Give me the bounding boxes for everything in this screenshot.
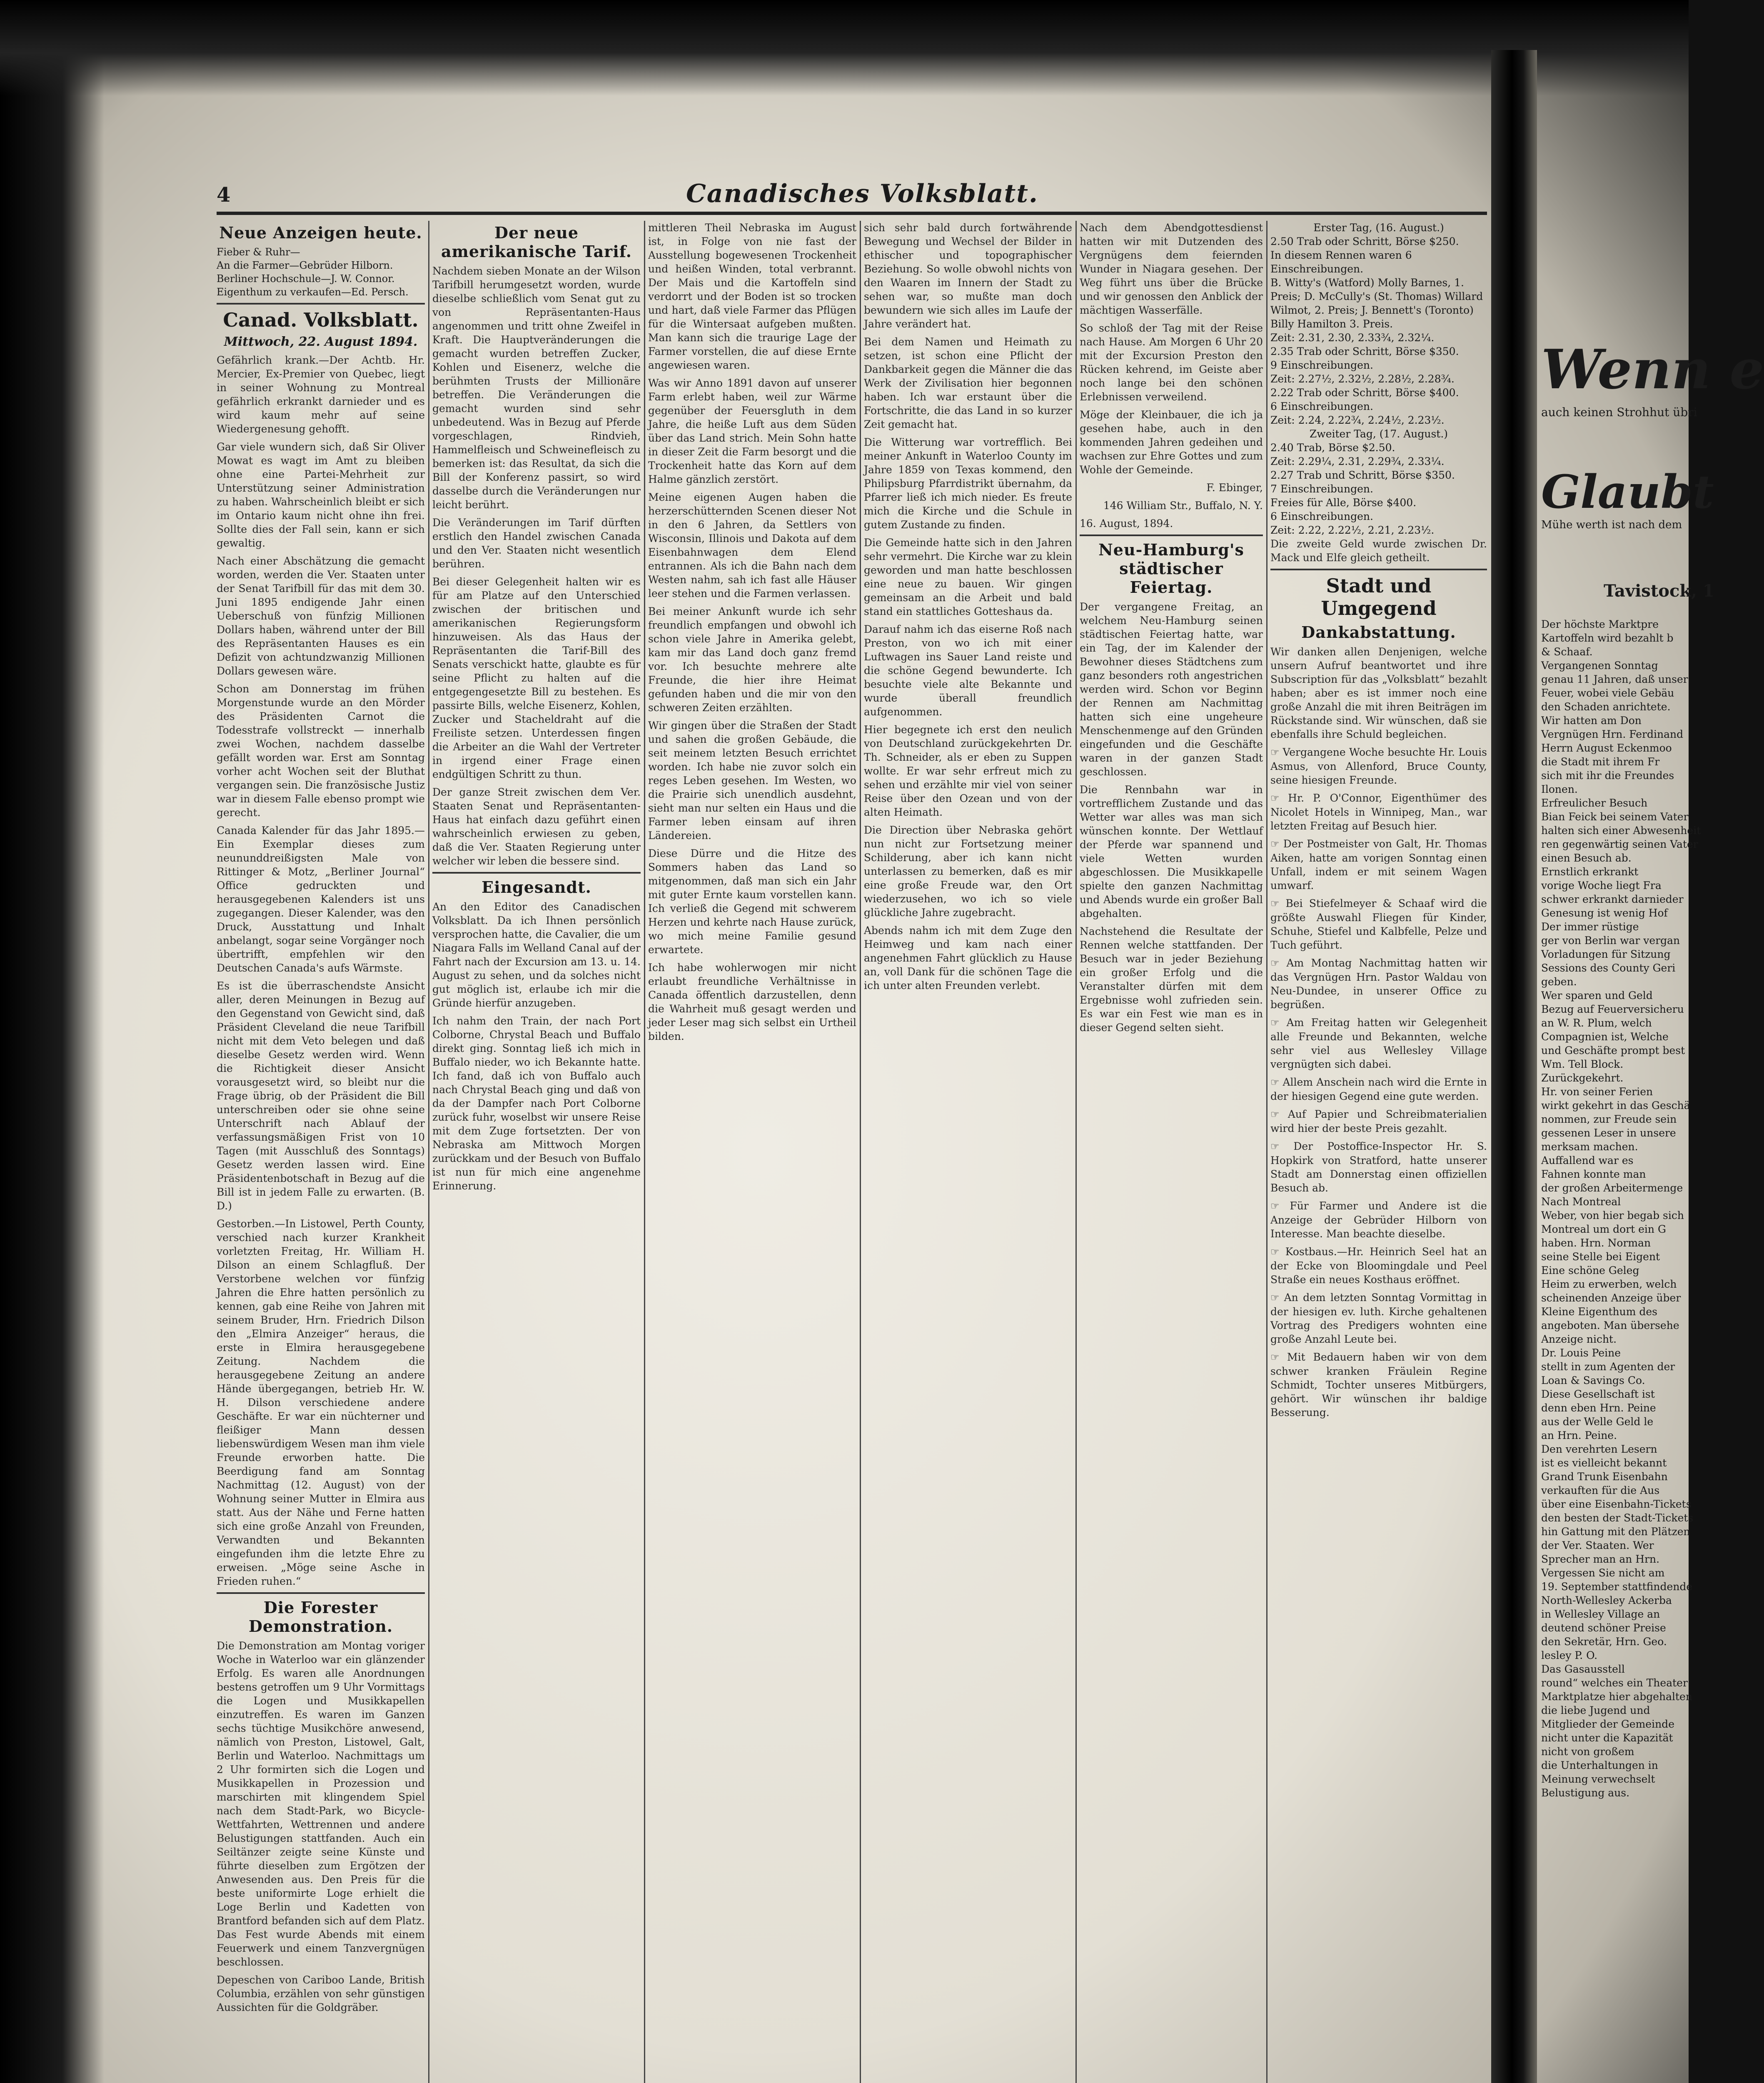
adjacent-text-line: Fahnen konnte man [1541,1168,1646,1180]
adjacent-text-line: round“ welches ein Theater [1541,1677,1688,1689]
column-6 [1270,221,1487,2083]
adjacent-text-line: Feuer, wobei viele Gebäu [1541,687,1674,699]
thanks-heading: Dankabstattung. [1301,623,1456,642]
adjacent-text-line: Grand Trunk Eisenbahn [1541,1471,1668,1483]
results-line: Zeit: 2.24, 2.22¾, 2.24½, 2.23½. [1270,414,1445,426]
adjacent-text-line: den Schaden anrichtete. [1541,701,1671,713]
adjacent-text-line: schwer erkrankt darnieder [1541,893,1684,905]
news-item-text: Am Montag Nachmittag hatten wir das Vergnügen Hrn. Pastor Waldau von Neu-Dundee, in unserer Office zu begrüßen. [1270,957,1487,1011]
article-paragraph: Ich habe wohlerwogen mir nicht erlaubt freundliche Verhältnisse in Canada öffentlich darzustellen, denn die Wahrheit muß gesagt werden und jeder Leser mag sich selbst ein Urtheil bilden. [648,962,856,1042]
article-paragraph: Nachstehend die Resultate der Rennen welche stattfanden. Der Besuch war in jeder Beziehung ein großer Erfolg und die Veranstalter dürfen mit dem Ergebnisse wohl zufrieden sein. Es war ein Fest wie man es in dieser Gegend selten sieht. [1080,925,1263,1034]
adjacent-text-line: Meinung verwechselt [1541,1773,1655,1785]
adjacent-text-line: Sessions des County Geri [1541,962,1676,974]
paper-title: Canad. Volksblatt. [223,309,419,331]
adjacent-text-line: die Stadt mit ihrem Fr [1541,756,1660,768]
adjacent-text-line: Ernstlich erkrankt [1541,866,1639,878]
article-paragraph: Die Demonstration am Montag voriger Woche in Waterloo war ein glänzender Erfolg. Es waren alle Anordnungen bestens getroffen um 9 Uhr Vormittags die Logen und Musikkapellen einzutreffen. Es waren im Ganzen sechs tüchtige Musikchöre anwesend, nämlich von Preston, Listowel, Galt, Berlin und Waterloo. Nachmittags um 2 Uhr formirten sich die Logen und Musikkapellen in Prozession und marschirten mit klingendem Spiel nach dem Stadt-Park, wo Bicycle-Wettfahrten, Wettrennen und andere Belustigungen stattfanden. Auch ein Seiltänzer zeigte seine Künste und führte dieselben zum Ergötzen der Anwesenden aus. Den Preis für die beste uniformirte Loge erhielt die Loge Berlin und Kadetten von Brantford befanden sich auf dem Platz. Das Fest wurde Abends mit einem Feuerwerk und einem Tanzvergnügen beschlossen. [217,1640,425,1968]
column-rule [860,221,861,2083]
news-item-text: Bei Stiefelmeyer & Schaaf wird die größte Auswahl Fliegen für Kinder, Schuhe, Stiefel und Kalbfelle, Pelze und Tuch geführt. [1270,897,1487,951]
article-paragraph: Gar viele wundern sich, daß Sir Oliver Mowat es wagt im Amt zu bleiben ohne eine Partei-Mehrheit zur Unterstützung seiner Administration zu haben. Wahrscheinlich bleibt er sich im Ontario kaum nicht ohne ihn frei. Sollte dies der Fall sein, kann er sich gewaltig. [217,441,425,549]
adjacent-ad-subtitle: auch keinen Strohhut übri [1541,405,1697,419]
adjacent-text-line: North-Wellesley Ackerba [1541,1594,1672,1606]
pointing-hand-icon: ☞ [1270,1076,1283,1088]
results-line: 7 Einschreibungen. [1270,483,1373,495]
adjacent-text-line: Vergessen Sie nicht am [1541,1567,1665,1579]
news-item [1270,837,1487,892]
news-item [1270,745,1487,787]
results-line: 2.50 Trab oder Schritt, Börse $250. [1270,235,1459,247]
article-paragraph: Wir gingen über die Straßen der Stadt und sahen die großen Gebäude, die seit meinem letzten Besuch errichtet worden. Ich habe nie zuvor solch ein reges Leben gesehen. Im Westen, wo die Prairie sich unendlich ausdehnt, sieht man nur selten ein Haus und die Farmer leben einsam auf ihren Ländereien. [648,719,856,842]
results-line: 6 Einschreibungen. [1270,510,1373,522]
pointing-hand-icon: ☞ [1270,792,1288,804]
ads-list [217,245,425,299]
article-paragraph: Gefährlich krank.—Der Achtb. Hr. Mercier, Ex-Premier von Quebec, liegt in seiner Wohnung zu Montreal gefährlich erkrankt darnieder und es wird kaum mehr auf seine Wiedergenesung gehofft. [217,354,425,435]
adjacent-text-line: wirkt gekehrt in das Geschä [1541,1099,1690,1111]
adjacent-text-line: verkauften für die Aus [1541,1484,1660,1496]
adjacent-text-line: ist es vielleicht bekannt [1541,1457,1667,1469]
dateline: Mittwoch, 22. August 1894. [224,335,418,349]
news-item [1270,1350,1487,1419]
adjacent-text-line: sich mit ihr die Freundes [1541,769,1674,782]
adjacent-text-line: Vergnügen Hrn. Ferdinand [1541,728,1684,740]
signature: F. Ebinger, [1206,482,1263,494]
ads-list-item: Eigenthum zu verkaufen—Ed. Persch. [217,286,409,298]
adjacent-text-line: Marktplatze hier abgehalten [1541,1691,1692,1703]
pointing-hand-icon: ☞ [1270,1141,1294,1152]
divider [1270,569,1487,570]
adjacent-text-line: angeboten. Man übersehe [1541,1319,1679,1331]
adjacent-text-line: Wir hatten am Don [1541,714,1642,727]
pointing-hand-icon: ☞ [1270,838,1283,850]
adjacent-text-line: haben. Hrn. Norman [1541,1237,1651,1249]
adjacent-text-line: der großen Arbeitermenge [1541,1182,1683,1194]
adjacent-text-line: vorige Woche liegt Fra [1541,879,1662,892]
adjacent-ad-subtitle: Mühe werth ist nach dem [1541,519,1682,531]
results-line: 2.35 Trab oder Schritt, Börse $350. [1270,345,1459,357]
adjacent-text-line: Den verehrten Lesern [1541,1443,1657,1455]
adjacent-text-line: Heim zu erwerben, welch [1541,1278,1677,1290]
column-5 [1080,221,1263,2083]
ads-list-item: Fieber & Ruhr— [217,246,300,258]
news-item-text: Mit Bedauern haben wir von dem schwer kranken Fräulein Regine Schmidt, Tochter unseres Mitbürgers, gehört. Wir wünschen ihr baldige Besserung. [1270,1351,1487,1419]
adjacent-text-line: ren gegenwärtig seinen Vater [1541,838,1698,850]
divider [217,303,425,305]
adjacent-text-line: die Unterhaltungen in [1541,1759,1658,1771]
divider [1080,534,1263,536]
news-item-text: Der Postmeister von Galt, Hr. Thomas Aiken, hatte am vorigen Sonntag einen Unfall, indem er mit seinem Wagen umwarf. [1270,838,1487,892]
adjacent-text-line: genau 11 Jahren, daß unser [1541,673,1688,685]
news-item: Wir danken allen Denjenigen, welche unsern Aufruf beantwortet und ihre Subscription für das „Volksblatt“ bezahlt haben; aber es ist immer noch eine große Anzahl die mit ihren Beiträgen im Rückstande sind. Wir wünschen, daß sie ebenfalls ihre Schuld begleichen. [1270,646,1487,740]
results-line: Erster Tag, (16. August.) [1313,222,1444,234]
article-paragraph: Es ist die überraschendste Ansicht aller, deren Meinungen in Bezug auf den Gegenstand von Gewicht sind, daß Präsident Cleveland die neue Tarifbill nicht mit dem Veto belegen und daß dieselbe Gesetz werden wird. Wenn die Richtigkeit dieser Ansicht vorausgesetzt wird, so bleibt nur die Frage übrig, ob der Präsident die Bill unterschreiben oder sie ohne seine Unterschrift nach Ablauf der verfassungsmäßigen Frist von 10 Tagen (mit Ausschluß des Sonntags) Gesetz werden lassen wird. Eine Präsidentenbotschaft in Bezug auf die Bill ist in jedem Falle zu erwarten. (B. D.) [217,980,425,1212]
article-paragraph: Die Veränderungen im Tarif dürften erstlich den Handel zwischen Canada und den Ver. Staaten nicht wesentlich berühren. [432,517,641,570]
column-4 [864,221,1072,2083]
signature-address: 146 William Str., Buffalo, N. Y. [1103,500,1263,512]
column-rule [1266,221,1267,2083]
pointing-hand-icon: ☞ [1270,747,1283,758]
pointing-hand-icon: ☞ [1270,957,1287,969]
pointing-hand-icon: ☞ [1270,1109,1288,1120]
article-paragraph: Bei dieser Gelegenheit halten wir es für am Platze auf den Unterschied zwischen der britischen und amerikanischen Regierungsform hinzuweisen. Als das Haus der Repräsentanten die Tarif-Bill des Senats verschickt hatte, glaubte es für seine Pflicht zu halten auf die entgegengesetzte Bill zu bestehen. Es passirte Bills, welche Eisenerz, Kohlen, Zucker und Stacheldraht auf die Freiliste setzen. Unterdessen fingen die Arbeiter an die Wahl der Vertreter in irgend einer Frage einen endgültigen Schritt zu thun. [432,576,641,780]
scan-shadow-top [0,0,1689,96]
adjacent-text-line: halten sich einer Abwesenheit [1541,824,1701,837]
article-paragraph: Darauf nahm ich das eiserne Roß nach Preston, von wo ich mit einer Luftwagen ins Sauer Land reiste und die schöne Gegend bewunderte. Ich besuchte viele alte Bekannte und wurde überall freundlich aufgenommen. [864,623,1072,718]
adjacent-text-line: einen Besuch ab. [1541,852,1632,864]
article-paragraph: Die Gemeinde hatte sich in den Jahren sehr vermehrt. Die Kirche war zu klein geworden und man hatte beschlossen eine neue zu bauen. Wir gingen gemeinsam an die Arbeit und bald stand ein stattliches Gotteshaus da. [864,537,1072,617]
article-paragraph: Bei meiner Ankunft wurde ich sehr freundlich empfangen und obwohl ich schon viele Jahre in Amerika gelebt, kam mir das Land doch ganz fremd vor. Ich besuchte mehrere alte Freunde, die hier ihre Heimat gefunden haben und die mir von den schweren Zeiten erzählten. [648,605,856,714]
results-line: Zeit: 2.27½, 2.32½, 2.28½, 2.28¾. [1270,373,1455,385]
pointing-hand-icon: ☞ [1270,1200,1290,1212]
page-number: 4 [217,183,231,207]
adjacent-text-line: Das Gasausstell [1541,1663,1625,1675]
article-paragraph: An den Editor des Canadischen Volksblatt. Da ich Ihnen persönlich versprochen hatte, die Cavalier, die um Niagara Falls im Welland Canal auf der Fahrt nach der Excursion am 13. u. 14. August zu sehen, und da solches nicht gut möglich ist, erlaube ich mir die Gründe hierfür anzugeben. [432,901,641,1009]
divider [432,872,641,874]
adjacent-text-lines [1541,617,1701,1800]
adjacent-text-line: gessenen Leser in unsere [1541,1127,1676,1139]
article-paragraph: Die Witterung war vortrefflich. Bei meiner Ankunft in Waterloo County im Jahre 1859 von Texas kommend, den Philipsburg Pfarrdistrikt übernahm, da Pfarrer ließ ich mich nieder. Es freute mich die Kirche und die Schule in gutem Zustande zu finden. [864,436,1072,531]
adjacent-text-line: Compagnien ist, Welche [1541,1031,1669,1043]
adjacent-text-line: Kleine Eigenthum des [1541,1306,1657,1318]
results-line: Zeit: 2.29¼, 2.31, 2.29¾, 2.33¼. [1270,455,1445,467]
adjacent-text-line: 19. September stattfindende [1541,1581,1693,1593]
news-item [1270,1107,1487,1135]
adjacent-text-line: den Sekretär, Hrn. Geo. [1541,1636,1667,1648]
article-paragraph: So schloß der Tag mit der Reise nach Hause. Am Morgen 6 Uhr 20 mit der Excursion Preston den Rücken kehrend, im Geiste aber noch lange bei den schönen Erlebnissen verweilend. [1080,322,1263,403]
news-item [1270,897,1487,952]
article-paragraph: Canada Kalender für das Jahr 1895.—Ein Exemplar dieses zum neununddreißigsten Male von Rittinger & Motz, „Berliner Journal“ Office gedruckten und herausgegebenen Kalenders ist uns zugegangen. Dieser Kalender, was den Druck, Ausstattung und Inhalt anbelangt, sogar seine Vorgänger noch übertrifft, empfehlen wir den Deutschen Canada's aufs Wärmste. [217,824,425,974]
column-3 [648,221,856,2083]
article-paragraph: Möge der Kleinbauer, die ich ja gesehen habe, auch in den kommenden Jahren gedeihen und wachsen zur Ehre Gottes und zum Wohle der Gemeinde. [1080,409,1263,476]
results-line: Freies für Alle, Börse $400. [1270,497,1417,509]
column-rule [644,221,645,2083]
header-rule [217,212,1487,215]
adjacent-ad-title: Wenn e [1541,337,1764,401]
pointing-hand-icon: ☞ [1270,1351,1287,1363]
ads-list-item: Berliner Hochschule—J. W. Connor. [217,273,395,285]
adjacent-text-line: seine Stelle bei Eigent [1541,1251,1660,1263]
adjacent-text-line: Dr. Louis Peine [1541,1347,1621,1359]
divider [217,1592,425,1594]
race-results [1270,221,1487,537]
article-paragraph: Diese Dürre und die Hitze des Sommers haben das Land so mitgenommen, daß man sich ein Jahr mit guter Ernte kaum vorstellen kann. Ich verließ die Gegend mit schwerem Herzen und kehrte nach Hause zurück, wo mich meine Familie gesund erwartete. [648,847,856,956]
article-paragraph: Der ganze Streit zwischen dem Ver. Staaten Senat und Repräsentanten-Haus hat einfach dazu geführt einen wahrscheinlich erwiesen zu geben, daß die Ver. Staaten Regierung unter welcher wir leben die bessere sind. [432,786,641,867]
pointing-hand-icon: ☞ [1270,1017,1287,1029]
adjacent-text-line: Bian Feick bei seinem Vater [1541,811,1689,823]
adjacent-text-line: an Hrn. Peine. [1541,1429,1617,1441]
results-line: Zweiter Tag, (17. August.) [1309,428,1448,440]
article-paragraph: Die zweite Geld wurde zwischen Dr. Mack und Elfe gleich getheilt. [1270,538,1487,564]
column-rule [1075,221,1077,2083]
adjacent-text-line: denn eben Hrn. Peine [1541,1402,1656,1414]
ads-heading: Neue Anzeigen heute. [219,223,422,242]
adjacent-text-line: Auffallend war es [1541,1154,1634,1166]
adjacent-section-heading: Tavistock, 1 [1604,581,1714,601]
adjacent-text-line: lesley P. O. [1541,1649,1598,1661]
news-item-text: An dem letzten Sonntag Vormittag in der hiesigen ev. luth. Kirche gehaltenen Vortrag des Predigers wohnten eine große Anzahl Leute bei. [1270,1291,1487,1345]
adjacent-text-line: deutend schöner Preise [1541,1622,1666,1634]
news-item-text: Kostbaus.—Hr. Heinrich Seel hat an der Ecke von Bloomingdale und Peel Straße ein neues Kosthaus eröffnet. [1270,1246,1487,1286]
article-paragraph: Die Direction über Nebraska gehört nun nicht zur Fortsetzung meiner Schilderung, aber ich kann nicht unterlassen zu bemerken, daß es mir eine große Freude war, den Ort wiederzusehen, wo ich so viele glückliche Jahre zugebracht. [864,824,1072,919]
article-paragraph: Ich nahm den Train, der nach Port Colborne, Chrystal Beach und Buffalo direkt ging. Sonntag ließ ich mich in Buffalo nieder, wo ich Bekannte hatte. Ich fand, daß ich von Buffalo auch nach Chrystal Beach ging und daß von da der Dampfer nach Port Colborne zurück fuhr, woselbst wir unsere Reise mit dem Zuge fortsetzten. Der von Nebraska am Mittwoch Morgen zurückkam und der Besuch von Buffalo ist nun für mich eine angenehme Erinnerung. [432,1015,641,1192]
adjacent-text-line: Hr. von seiner Ferien [1541,1086,1653,1098]
masthead: Canadisches Volksblatt. [686,179,1038,208]
article-paragraph: Nach dem Abendgottesdienst hatten wir mit Dutzenden des Vergnügens dem feiernden Wunder in Niagara gesehen. Der Weg führt uns über die Brücke und wir genossen den Anblick der mächtigen Wasserfälle. [1080,222,1263,316]
article-paragraph: Nach einer Abschätzung die gemacht worden, werden die Ver. Staaten unter der Senat Tarifbill für das mit dem 30. Juni 1895 endigende Jahr einen Ueberschuß von fünfzig Millionen Dollars haben, während unter der Bill des Repräsentanten Hauses es ein Defizit von achtundzwanzig Millionen Dollars gewesen wäre. [217,555,425,677]
adjacent-text-line: Wer sparen und Geld [1541,989,1653,1002]
adjacent-text-line: an W. R. Plum, welch [1541,1017,1652,1029]
adjacent-text-line: aus der Welle Geld le [1541,1416,1654,1428]
adjacent-text-line: Loan & Savings Co. [1541,1374,1645,1386]
ads-list-item: An die Farmer—Gebrüder Hilborn. [217,260,393,271]
local-news-heading: Stadt und Umgegend [1321,574,1437,619]
column-rule [428,221,429,2083]
news-item-text: Vergangene Woche besuchte Hr. Louis Asmus, von Allenford, Bruce County, seine hiesigen Freunde. [1270,746,1487,786]
article-paragraph: Depeschen von Cariboo Lande, British Columbia, erzählen von sehr günstigen Aussichten für die Goldgräber. [217,1974,425,2013]
adjacent-text-line: Genesung ist wenig Hof [1541,907,1668,919]
results-line: 9 Einschreibungen. [1270,359,1373,371]
adjacent-text-line: und Geschäfte prompt best [1541,1044,1685,1056]
article-paragraph: Gestorben.—In Listowel, Perth County, verschied nach kurzer Krankheit vorletzten Freitag, Hr. William H. Dilson an einem Schlagfluß. Der Verstorbene welchen vor fünfzig Jahren die Ehre hatten persönlich zu kennen, gab eine Reihe von Jahren mit seinem Bruder, Hrn. Friedrich Dilson den „Elmira Anzeiger“ heraus, die erste in Elmira herausgegebene Zeitung. Nachdem die herausgegebene Zeitung an andere Hände übergegangen, betrieb Hr. W. H. Dilson verschiedene andere Geschäfte. Er war ein nüchterner und fleißiger Mann dessen liebenswürdigem Wesen man ihm viele Freunde erworben hatte. Die Beerdigung fand am Sonntag Nachmittag (12. August) von der Wohnung seiner Mutter in Elmira aus statt. Aus der Nähe und Ferne hatten sich eine große Anzahl von Freunden, Verwandten und Bekannten eingefunden ihm die letzte Ehre zu erweisen. „Möge seine Asche in Frieden ruhen.“ [217,1218,425,1587]
news-item-text: Am Freitag hatten wir Gelegenheit alle Freunde und Bekannten, welche sehr viel aus Wellesley Village vergnügten sich dabei. [1270,1017,1487,1070]
adjacent-ad-title: Glaubt [1541,465,1714,519]
article-paragraph: Hier begegnete ich erst den neulich von Deutschland zurückgekehrten Dr. Th. Schneider, als er eben zu Suppen wollte. Er war sehr erfreut mich zu sehen und erzählte mir viel von seiner Reise über den Ozean und von der alten Heimath. [864,724,1072,818]
adjacent-text-line: die liebe Jugend und [1541,1704,1650,1716]
pointing-hand-icon: ☞ [1270,1292,1284,1304]
news-item-text: Allem Anschein nach wird die Ernte in der hiesigen Gegend eine gute werden. [1270,1076,1487,1102]
article-paragraph: Abends nahm ich mit dem Zuge den Heimweg und kam nach einer angenehmen Fahrt glücklich zu Hause an, voll Dank für die schönen Tage die ich unter alten Freunden verlebt. [864,924,1072,992]
article-paragraph: Meine eigenen Augen haben die herzerschütternden Scenen dieser Not in den 6 Jahren, da Settlers von Wisconsin, Illinois und Dakota auf dem Eisenbahnwagen dem Elend entrannen. Als ich die Bahn nach dem Westen nahm, sah ich fast alle Häuser leer stehen und die Farmen verlassen. [648,491,856,599]
news-item [1270,791,1487,833]
newspaper-page [217,179,1487,2083]
news-item [1270,1016,1487,1071]
adjacent-text-line: merksam machen. [1541,1141,1638,1153]
adjacent-text-line: Wm. Tell Block. [1541,1058,1624,1070]
news-item [1270,1245,1487,1286]
adjacent-text-line: & Schaaf. [1541,646,1593,658]
adjacent-text-line: geben. [1541,976,1577,988]
adjacent-text-line: der Ver. Staaten. Wer [1541,1539,1654,1551]
adjacent-text-line: Bezug auf Feuerversicheru [1541,1003,1684,1015]
adjacent-text-line: Sprecher man an Hrn. [1541,1553,1660,1565]
adjacent-text-line: nicht unter die Kapazität [1541,1732,1673,1744]
article-paragraph: Schon am Donnerstag im frühen Morgenstunde wurde an den Mörder des Präsidenten Carnot die Todesstrafe vollstreckt — innerhalb zwei Wochen, nachdem dasselbe gefällt worden war. Erst am Sonntag vorher acht Wochen seit der Bluthat vergangen sein. Die französische Justiz war in diesem Falle ebenso prompt wie gerecht. [217,683,425,819]
adjacent-text-line: Zurückgekehrt. [1541,1072,1624,1084]
results-line: Zeit: 2.31, 2.30, 2.33¾, 2.32¼. [1270,332,1435,344]
results-line: 2.40 Trab, Börse $2.50. [1270,442,1395,454]
adjacent-text-line: Vergangenen Sonntag [1541,659,1658,672]
adjacent-text-line: Diese Gesellschaft ist [1541,1388,1655,1400]
news-item-text: Auf Papier und Schreibmaterialien wird hier der beste Preis gezahlt. [1270,1108,1487,1134]
adjacent-text-line: Mitglieder der Gemeinde [1541,1718,1674,1730]
news-item-text: Der Postoffice-Inspector Hr. S. Hopkirk von Stratford, hatte unserer Stadt am Donnerstag einen offiziellen Besuch ab. [1270,1140,1487,1194]
adjacent-text-line: Vorladungen für Sitzung [1541,948,1671,960]
adjacent-text-line: Der höchste Marktpre [1541,618,1659,630]
adjacent-text-line: stellt in zum Agenten der [1541,1361,1675,1373]
adjacent-text-line: Nach Montreal [1541,1196,1621,1208]
eingesandt-heading: Eingesandt. [482,878,591,897]
tariff-heading: Der neue amerikanische Tarif. [441,223,632,261]
adjacent-text-line: Kartoffeln wird bezahlt b [1541,632,1674,644]
news-item [1270,956,1487,1012]
adjacent-text-line: Erfreulicher Besuch [1541,797,1648,809]
festival-heading: Neu-Hamburg's städtischer Feiertag. [1098,540,1244,597]
article-paragraph: Bei dem Namen und Heimath zu setzen, ist schon eine Pflicht der Dankbarkeit gegen die Männer die das Werk der Zivilisation hier begonnen haben. Ich war erstaunt über die Fortschritte, die das Land in so kurzer Zeit gemacht hat. [864,336,1072,430]
results-line: B. Witty's (Watford) Molly Barnes, 1. Preis; D. McCully's (St. Thomas) Willard Wilmot, 2. Preis; J. Bennett's (Toronto) Billy Hamilton 3. Preis. [1270,277,1483,330]
pointing-hand-icon: ☞ [1270,1246,1285,1258]
results-line: 2.22 Trab oder Schritt, Börse $400. [1270,387,1459,399]
pointing-hand-icon: ☞ [1270,898,1286,909]
news-item [1270,1139,1487,1195]
results-line: In diesem Rennen waren 6 Einschreibungen. [1270,249,1412,275]
adjacent-text-line: scheinenden Anzeige über [1541,1292,1681,1304]
news-item-text: Für Farmer und Andere ist die Anzeige der Gebrüder Hilborn von Interesse. Man beachte dieselbe. [1270,1200,1487,1240]
adjacent-text-line: den besten der Stadt-Tickets [1541,1512,1694,1524]
results-line: 6 Einschreibungen. [1270,400,1373,412]
adjacent-text-line: über eine Eisenbahn-Tickets [1541,1498,1692,1510]
news-item-text: Hr. P. O'Connor, Eigenthümer des Nicolet Hotels in Winnipeg, Man., war letzten Freitag auf Besuch hier. [1270,792,1487,832]
adjacent-text-line: Eine schöne Geleg [1541,1264,1639,1276]
adjacent-text-line: hin Gattung mit den Plätzen [1541,1526,1690,1538]
page-gutter [1491,50,1537,2083]
article-paragraph: Nachdem sieben Monate an der Wilson Tarifbill herumgesetzt worden, wurde dieselbe schließlich vom Senat gut zu von Repräsentanten-Haus angenommen und tritt ohne Zweifel in Kraft. Die Hauptveränderungen die gemacht wurden betreffen Zucker, Kohlen und Eisenerz, welche die berühmten Trusts der Millionäre betreffen. Die Veränderungen die gemacht wurden sind sehr unbedeutend. Was in Bezug auf Pferde vorgeschlagen, Rindvieh, Hammelfleisch und Schweinefleisch zu bemerken ist: das Resultat, da sich die Bill der Konferenz passirt, so wird dasselbe durch die Veränderungen nur leicht berührt. [432,265,641,511]
adjacent-text-line: Herrn August Eckenmoo [1541,742,1672,754]
news-item [1270,1075,1487,1103]
column-1 [217,221,425,2083]
results-line: 2.27 Trab und Schritt, Börse $350. [1270,469,1455,481]
results-line: Zeit: 2.22, 2.22½, 2.21, 2.23½. [1270,524,1435,536]
article-paragraph: Der vergangene Freitag, an welchem Neu-Hamburg seinen städtischen Feiertag hatte, war ein Tag, der im Kalender der Bewohner dieses Städtchens zum ganz besonders roth angestrichen werden wird. Schon vor Beginn der Rennen am Nachmittag hatten sich eine ungeheure Menschenmenge auf den Gründen eingefunden und die Geschäfte waren in der ganzen Stadt geschlossen. [1080,601,1263,778]
adjacent-text-line: ger von Berlin war vergan [1541,934,1680,947]
news-item [1270,1291,1487,1346]
article-paragraph: sich sehr bald durch fortwährende Bewegung und Wechsel der Bilder in ethischer und topographischer Beziehung. So wolle obwohl nichts von den Waaren im Innern der Stadt zu sehen war, so mußte man doch bewundern wie sich alles im Laufe der Jahre verändert hat. [864,222,1072,330]
adjacent-text-line: Ilonen. [1541,783,1578,795]
column-2 [432,221,641,2083]
adjacent-text-line: Weber, von hier begab sich [1541,1209,1684,1221]
adjacent-text-line: in Wellesley Village an [1541,1608,1660,1620]
article-paragraph: Was wir Anno 1891 davon auf unserer Farm erlebt haben, weil zur Wärme gegenüber der Feuersgluth in dem Jahre, die heiße Luft aus dem Süden über das Land strich. Mein Sohn hatte in dieser Zeit die Farm besorgt und die Trockenheit hatte das Korn auf dem Halme gänzlich zerstört. [648,377,856,485]
adjacent-page [1541,179,1764,2083]
scan-shadow-left [0,0,104,2083]
adjacent-text-line: Montreal um dort ein G [1541,1223,1666,1235]
foresters-heading: Die Forester Demonstration. [248,1598,393,1636]
adjacent-text-line: Der immer rüstige [1541,921,1639,933]
news-item [1270,1199,1487,1241]
page-header [217,179,1487,212]
adjacent-text-line: nicht von großem [1541,1746,1634,1758]
adjacent-text-line: Anzeige nicht. [1541,1333,1617,1345]
article-paragraph: mittleren Theil Nebraska im August ist, in Folge von nie fast der Ausstellung bogewesenen Trockenheit und heißen Winden, total verbrannt. Der Mais und die Kartoffeln sind verdorrt und der Boden ist so trocken und hart, daß viele Farmer das Pflügen für die Wintersaat aufgeben mußten. Man kann sich die traurige Lage der Farmer vorstellen, die auf diese Ernte angewiesen waren. [648,222,856,371]
adjacent-text-line: nommen, zur Freude sein [1541,1113,1677,1125]
article-paragraph: Die Rennbahn war in vortrefflichem Zustande und das Wetter war alles was man sich wünschen konnte. Der Wettlauf der Pferde war spannend und viele Wetten wurden abgeschlossen. Die Musikkapelle spielte den ganzen Nachmittag und Abends wurde ein großer Ball abgehalten. [1080,784,1263,919]
adjacent-text-line: Belustigung aus. [1541,1787,1630,1799]
letter-date: 16. August, 1894. [1080,517,1173,529]
